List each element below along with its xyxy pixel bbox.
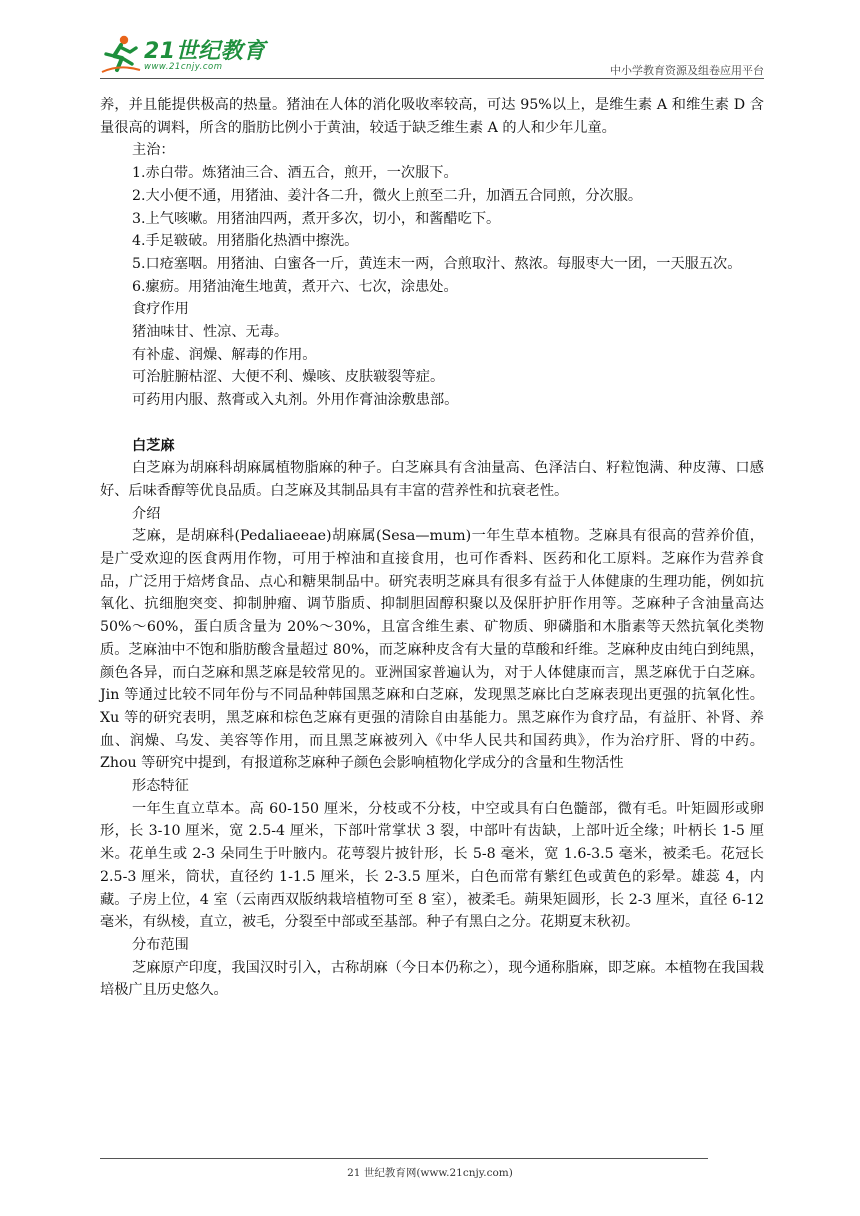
paragraph: 有补虚、润燥、解毒的作用。: [132, 346, 317, 363]
logo-url: www.21cnjy.com: [144, 62, 223, 72]
paragraph: 白芝麻为胡麻科胡麻属植物脂麻的种子。白芝麻具有含油量高、色泽洁白、籽粒饱满、种皮薄、口感好、后味香醇等优良品质。白芝麻及其制品具有丰富的营养性和抗衰老性。: [100, 460, 764, 499]
paragraph: 可治脏腑枯涩、大便不利、燥咳、皮肤皲裂等症。: [132, 369, 445, 386]
paragraph: 主治：: [132, 142, 175, 159]
paragraph: 6.瘰疬。用猪油淹生地黄，煮开六、七次，涂患处。: [132, 278, 458, 295]
section-title: 白芝麻: [132, 437, 175, 454]
header-divider: [100, 78, 764, 79]
paragraph: 4.手足皲破。用猪脂化热酒中擦洗。: [132, 233, 359, 250]
document-body: [100, 94, 764, 1002]
page-header: [100, 32, 764, 82]
paragraph: 猪油味甘、性凉、无毒。: [132, 324, 289, 341]
section-label: 分布范围: [132, 937, 189, 953]
paragraph: 养，并且能提供极高的热量。猪油在人体的消化吸收率较高，可达 95%以上，是维生素 A 和维生素 D 含量很高的调料，所含的脂肪比例小于黄油，较适于缺乏维生素 A 的人和少年儿童。: [100, 97, 764, 136]
paragraph: 芝麻原产印度，我国汉时引入，古称胡麻（今日本仍称之），现今通称脂麻，即芝麻。本植物在我国栽培极广且历史悠久。: [100, 959, 764, 999]
paragraph: 5.口疮塞咽。用猪油、白蜜各一斤，黄连末一两，合煎取汁、熬浓。每服枣大一团，一天服五次。: [132, 255, 742, 272]
section-label: 食疗作用: [132, 301, 189, 318]
logo: [100, 32, 280, 76]
paragraph: 芝麻，是胡麻科(Pedaliaeeae)胡麻属(Sesa—mum)一年生草本植物。芝麻具有很高的营养价值，是广受欢迎的医食两用作物，可用于榨油和直接食用，也可作香料、医药和化工原料。芝麻作为营养食品，广泛用于焙烤食品、点心和糖果制品中。研究表明芝麻具有很多有益于人体健康的生理功能，例如抗氧化、抗细胞突变、抑制肿瘤、调节脂质、抑制胆固醇积聚以及保肝护肝作用等。芝麻种子含油量高达 50%～60%，蛋白质含量为 20%～30%，且富含维生素、矿物质、卵磷脂和木脂素等天然抗氧化类物质。芝麻油中不饱和脂肪酸含量超过 80%，而芝麻种皮含有大量的草酸和纤维。芝麻种皮由纯白到纯黑，颜色各异，而白芝麻和黑芝麻是较常见的。亚洲国家普遍认为，对于人体健康而言，黑芝麻优于白芝麻。Jin 等通过比较不同年份与不同品种韩国黑芝麻和白芝麻，发现黑芝麻比白芝麻表现出更强的抗氧化性。Xu 等的研究表明，黑芝麻和棕色芝麻有更强的清除自由基能力。黑芝麻作为食疗品，有益肝、补肾、养血、润燥、乌发、美容等作用，而且黑芝麻被列入《中华人民共和国药典》，作为治疗肝、肾的中药。Zhou 等研究中提到，有报道称芝麻种子颜色会影响植物化学成分的含量和生物活性: [100, 528, 764, 772]
paragraph: 2.大小便不通，用猪油、姜汁各二升，微火上煎至二升，加酒五合同煎，分次服。: [132, 187, 643, 204]
page-footer: 21 世纪教育网(www.21cnjy.com): [347, 1167, 513, 1179]
paragraph: 3.上气咳嗽。用猪油四两，煮开多次，切小，和酱醋吃下。: [132, 210, 501, 227]
section-label: 介绍: [132, 505, 161, 522]
logo-title: 21世纪教育: [144, 39, 266, 64]
running-figure-icon: [100, 34, 142, 74]
paragraph: 一年生直立草本。高 60-150 厘米，分枝或不分枝，中空或具有白色髓部，微有毛。叶矩圆形或卵形，长 3-10 厘米，宽 2.5-4 厘米，下部叶常掌状 3 裂，中部叶有齿缺，上部叶近全缘；叶柄长 1-5 厘米。花单生或 2-3 朵同生于叶腋内。花萼裂片披针形，长 5-8 毫米，宽 1.6-3.5 毫米，被柔毛。花冠长 2.5-3 厘米，筒状，直径约 1-1.5 厘米，长 2-3.5 厘米，白色而常有紫红色或黄色的彩晕。雄蕊 4，内藏。子房上位，4 室（云南西双版纳栽培植物可至 8 室），被柔毛。蒴果矩圆形，长 2-3 厘米，直径 6-12 毫米，有纵棱，直立，被毛，分裂至中部或至基部。种子有黑白之分。花期夏末秋初。: [100, 800, 764, 931]
footer-divider: [100, 1158, 708, 1159]
section-label: 形态特征: [132, 778, 189, 795]
paragraph: 1.赤白带。炼猪油三合、酒五合，煎开，一次服下。: [132, 165, 458, 182]
paragraph: 可药用内服、熬膏或入丸剂。外用作膏油涂敷患部。: [132, 392, 459, 409]
platform-name: 中小学教育资源及组卷应用平台: [610, 64, 764, 77]
